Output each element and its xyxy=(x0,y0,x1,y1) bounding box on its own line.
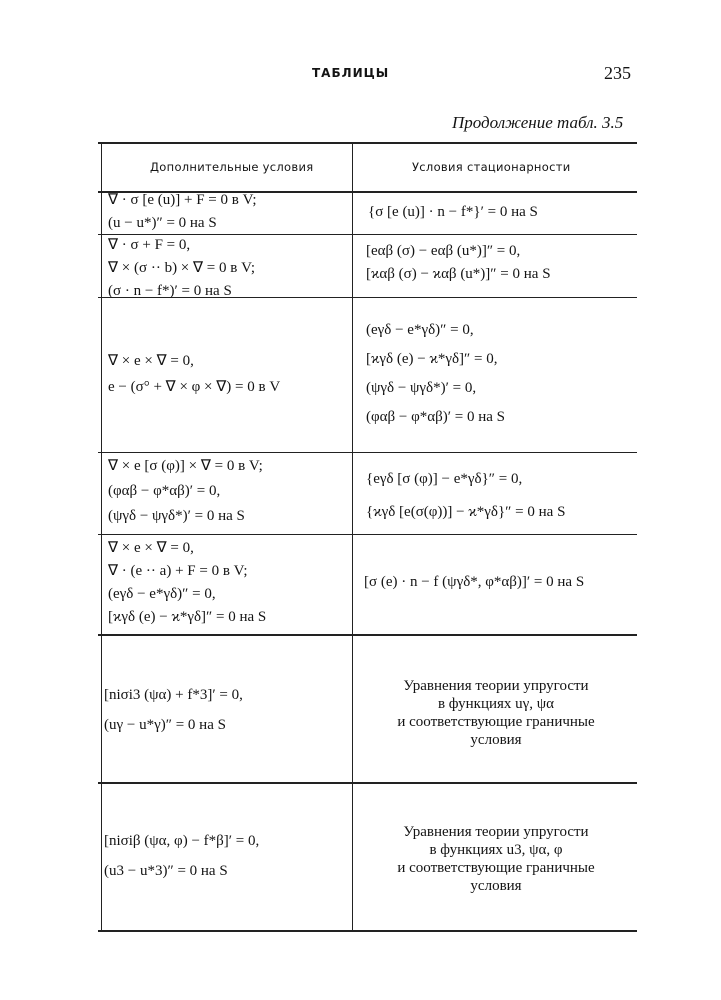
formula-line: [niσi3 (ψα) + f*3]′ = 0, xyxy=(104,687,243,703)
formula-line: (σ · n − f*)′ = 0 на S xyxy=(108,283,232,299)
column-header-conditions: Дополнительные условия xyxy=(150,160,314,174)
formula-line: ∇ × e × ∇ = 0, xyxy=(108,540,194,556)
cell-stationarity-conditions xyxy=(364,571,584,594)
page-number: 235 xyxy=(604,63,631,83)
formula-line: (eγδ − e*γδ)″ = 0, xyxy=(366,322,474,338)
formula-line: ∇ × e [σ (φ)] × ∇ = 0 в V; xyxy=(108,458,263,474)
row-divider xyxy=(98,452,637,453)
cell-stationarity-conditions xyxy=(366,240,551,286)
row-divider xyxy=(98,782,637,784)
table-bottom-rule xyxy=(98,930,637,932)
formula-line: [ϰγδ (e) − ϰ*γδ]″ = 0, xyxy=(366,351,498,367)
formula-line: (φαβ − φ*αβ)′ = 0, xyxy=(108,483,221,499)
cell-additional-conditions xyxy=(108,454,263,529)
cell-additional-conditions xyxy=(108,234,255,303)
formula-line: {eγδ [σ (φ)] − e*γδ}″ = 0, xyxy=(366,471,523,487)
column-divider xyxy=(352,142,353,930)
formula-line: (φαβ − φ*αβ)′ = 0 на S xyxy=(366,409,506,425)
formula-line: ∇ · σ + F = 0, xyxy=(108,237,191,253)
cell-additional-conditions xyxy=(108,189,256,235)
left-border xyxy=(101,142,102,930)
text-line: условия xyxy=(470,878,522,894)
cell-stationarity-conditions xyxy=(368,201,538,224)
formula-line: e − (σ° + ∇ × φ × ∇) = 0 в V xyxy=(108,379,281,395)
formula-line: (eγδ − e*γδ)″ = 0, xyxy=(108,586,216,602)
cell-additional-conditions xyxy=(104,680,243,740)
cell-stationarity-text xyxy=(367,677,625,749)
formula-line: [ϰγδ (e) − ϰ*γδ]″ = 0 на S xyxy=(108,609,267,625)
formula-line: (ψγδ − ψγδ*)′ = 0 на S xyxy=(108,508,245,524)
text-line: в функциях uγ, ψα xyxy=(437,696,555,712)
running-header-title: ТАБЛИЦЫ xyxy=(312,66,390,80)
cell-stationarity-conditions xyxy=(366,463,565,529)
formula-line: [eαβ (σ) − eαβ (u*)]″ = 0, xyxy=(366,243,521,259)
formula-line: {ϰγδ [e(σ(φ))] − ϰ*γδ}″ = 0 на S xyxy=(366,504,566,520)
row-divider xyxy=(98,534,637,535)
formula-line: ∇ × (σ ·· b) × ∇ = 0 в V; xyxy=(108,260,255,276)
formula-line: (ψγδ − ψγδ*)′ = 0, xyxy=(366,380,477,396)
formula-line: ∇ · σ [e (u)] + F = 0 в V; xyxy=(108,192,257,208)
column-header-stationarity: Условия стационарности xyxy=(412,160,571,174)
formula-line: [σ (e) · n − f (ψγδ*, φ*αβ)]′ = 0 на S xyxy=(364,574,585,590)
table-top-rule xyxy=(98,142,637,144)
table-caption: Продолжение табл. 3.5 xyxy=(452,113,624,132)
cell-stationarity-text xyxy=(367,823,625,895)
formula-line: ∇ × e × ∇ = 0, xyxy=(108,353,194,369)
formula-line: (u3 − u*3)″ = 0 на S xyxy=(104,863,228,879)
formula-line: {σ [e (u)] · n − f*}′ = 0 на S xyxy=(368,204,538,220)
cell-stationarity-conditions xyxy=(366,316,505,432)
text-line: условия xyxy=(470,732,522,748)
row-divider xyxy=(98,634,637,636)
text-line: и соответствующие граничные xyxy=(397,714,595,730)
cell-additional-conditions xyxy=(108,537,266,629)
cell-additional-conditions xyxy=(108,348,280,400)
formula-line: [ϰαβ (σ) − ϰαβ (u*)]″ = 0 на S xyxy=(366,266,551,282)
text-line: Уравнения теории упругости xyxy=(403,678,589,694)
formula-line: (uγ − u*γ)″ = 0 на S xyxy=(104,717,226,733)
text-line: в функциях u3, ψα, φ xyxy=(429,842,563,858)
text-line: и соответствующие граничные xyxy=(397,860,595,876)
formula-line: [niσiβ (ψα, φ) − f*β]′ = 0, xyxy=(104,833,260,849)
text-line: Уравнения теории упругости xyxy=(403,824,589,840)
formula-line: (u − u*)″ = 0 на S xyxy=(108,215,217,231)
formula-line: ∇ · (e ·· a) + F = 0 в V; xyxy=(108,563,248,579)
cell-additional-conditions xyxy=(104,826,259,886)
